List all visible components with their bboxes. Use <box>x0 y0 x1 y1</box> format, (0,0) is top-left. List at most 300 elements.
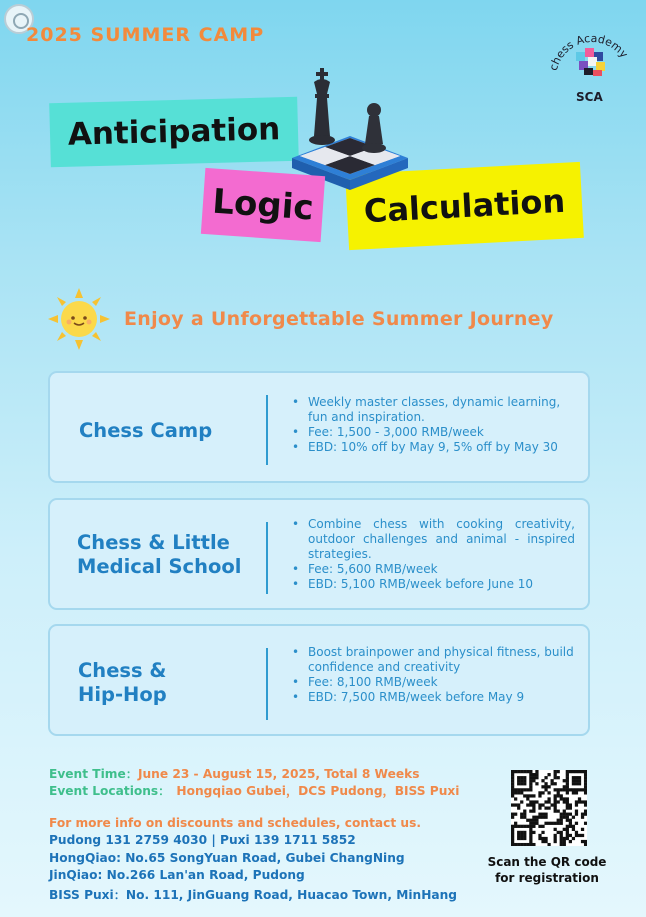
event-locations-label: Event Locations： <box>49 784 171 798</box>
qr-module <box>511 834 514 837</box>
qr-module <box>581 788 584 791</box>
qr-module <box>557 791 560 794</box>
card-bullet-list <box>290 645 575 705</box>
qr-module <box>560 788 563 791</box>
qr-module <box>523 794 526 797</box>
qr-module <box>514 788 517 791</box>
qr-module <box>535 776 538 779</box>
qr-module <box>517 843 520 846</box>
qr-module <box>520 782 523 785</box>
qr-module <box>584 791 587 794</box>
qr-module <box>532 776 535 779</box>
qr-module <box>569 822 572 825</box>
qr-module <box>511 803 514 806</box>
qr-module <box>523 788 526 791</box>
qr-module <box>578 776 581 779</box>
qr-module <box>560 816 563 819</box>
qr-module <box>547 797 550 800</box>
qr-module <box>569 788 572 791</box>
academy-short-name: SCA <box>576 90 603 104</box>
bullet-description: • Weekly master classes, dynamic learning, fun and inspiration. <box>290 395 575 425</box>
qr-module <box>511 788 514 791</box>
qr-module <box>517 825 520 828</box>
qr-module <box>557 810 560 813</box>
qr-module <box>520 837 523 840</box>
qr-module <box>514 813 517 816</box>
qr-module <box>569 803 572 806</box>
qr-module <box>551 803 554 806</box>
qr-module <box>575 822 578 825</box>
qr-module <box>532 831 535 834</box>
bullet-ebd: • EBD: 10% off by May 9, 5% off by May 30 <box>290 440 575 455</box>
qr-module <box>532 806 535 809</box>
qr-module <box>532 819 535 822</box>
qr-module <box>578 779 581 782</box>
qr-module <box>584 776 587 779</box>
qr-module <box>581 813 584 816</box>
qr-module <box>575 782 578 785</box>
qr-module <box>529 803 532 806</box>
sun-icon <box>48 288 110 350</box>
qr-module <box>511 773 514 776</box>
event-locations-value: Hongqiao Gubei，DCS Pudong，BISS Puxi <box>176 784 460 798</box>
qr-module <box>529 788 532 791</box>
qr-module <box>538 837 541 840</box>
qr-module <box>514 825 517 828</box>
qr-module <box>511 785 514 788</box>
qr-module <box>517 831 520 834</box>
qr-module <box>560 797 563 800</box>
qr-module <box>554 840 557 843</box>
qr-module <box>544 816 547 819</box>
qr-module <box>544 776 547 779</box>
qr-module <box>526 825 529 828</box>
qr-module <box>547 773 550 776</box>
qr-module <box>572 779 575 782</box>
qr-module <box>584 773 587 776</box>
qr-module <box>541 779 544 782</box>
qr-module <box>541 785 544 788</box>
qr-module <box>584 785 587 788</box>
qr-module <box>511 816 514 819</box>
qr-module <box>554 806 557 809</box>
qr-module <box>544 785 547 788</box>
qr-module <box>544 837 547 840</box>
qr-module <box>554 788 557 791</box>
qr-module <box>581 828 584 831</box>
qr-module <box>578 788 581 791</box>
qr-module <box>584 822 587 825</box>
qr-module <box>514 791 517 794</box>
qr-module <box>584 770 587 773</box>
qr-module <box>566 803 569 806</box>
card-chess-medical-school <box>48 498 590 610</box>
banner-word-anticipation: Anticipation <box>49 97 299 167</box>
qr-module <box>560 819 563 822</box>
qr-module <box>554 837 557 840</box>
qr-module <box>523 779 526 782</box>
qr-module <box>538 813 541 816</box>
qr-module <box>529 794 532 797</box>
qr-module <box>575 803 578 806</box>
qr-module <box>514 803 517 806</box>
card-title-line: Medical School <box>77 555 242 578</box>
qr-module <box>544 788 547 791</box>
banner-word-calculation: Calculation <box>345 162 584 250</box>
qr-module <box>584 843 587 846</box>
card-divider <box>266 648 268 720</box>
qr-module <box>532 800 535 803</box>
qr-module <box>526 794 529 797</box>
qr-module <box>554 776 557 779</box>
qr-module <box>551 779 554 782</box>
qr-module <box>520 816 523 819</box>
qr-module <box>523 782 526 785</box>
qr-module <box>529 776 532 779</box>
card-divider <box>266 395 268 465</box>
qr-module <box>523 843 526 846</box>
qr-module <box>584 810 587 813</box>
qr-module <box>529 840 532 843</box>
qr-module <box>566 770 569 773</box>
qr-module <box>520 831 523 834</box>
qr-module <box>532 794 535 797</box>
qr-module <box>541 840 544 843</box>
qr-module <box>517 837 520 840</box>
qr-module <box>557 770 560 773</box>
qr-module <box>578 834 581 837</box>
qr-module <box>566 782 569 785</box>
qr-module <box>557 776 560 779</box>
qr-module <box>532 825 535 828</box>
qr-module <box>541 825 544 828</box>
qr-module <box>517 770 520 773</box>
banner-word-logic: Logic <box>201 168 325 242</box>
event-time <box>49 765 419 782</box>
qr-module <box>572 828 575 831</box>
qr-module <box>554 773 557 776</box>
qr-module <box>547 843 550 846</box>
qr-module <box>529 843 532 846</box>
tagline: Enjoy a Unforgettable Summer Journey <box>124 308 554 330</box>
qr-module <box>529 819 532 822</box>
qr-module <box>514 822 517 825</box>
qr-module <box>529 825 532 828</box>
qr-module <box>529 831 532 834</box>
qr-module <box>526 803 529 806</box>
qr-caption-line: Scan the QR code <box>487 855 607 869</box>
qr-module <box>514 797 517 800</box>
qr-code[interactable] <box>511 770 587 846</box>
qr-module <box>575 779 578 782</box>
qr-module <box>563 800 566 803</box>
qr-module <box>511 837 514 840</box>
qr-module <box>584 779 587 782</box>
qr-module <box>566 806 569 809</box>
qr-module <box>532 810 535 813</box>
bullet-fee: • Fee: 1,500 - 3,000 RMB/week <box>290 425 575 440</box>
qr-module <box>584 800 587 803</box>
qr-module <box>529 800 532 803</box>
qr-module <box>541 813 544 816</box>
event-time-value: June 23 - August 15, 2025, Total 8 Weeks <box>137 767 420 781</box>
qr-module <box>535 782 538 785</box>
qr-module <box>541 791 544 794</box>
qr-module <box>572 837 575 840</box>
qr-caption <box>476 854 618 886</box>
qr-module <box>544 813 547 816</box>
qr-module <box>584 782 587 785</box>
qr-module <box>535 773 538 776</box>
qr-module <box>541 831 544 834</box>
qr-module <box>511 794 514 797</box>
card-bullet-list <box>290 395 575 455</box>
qr-module <box>535 770 538 773</box>
qr-module <box>529 837 532 840</box>
qr-module <box>529 828 532 831</box>
bullet-ebd: • EBD: 7,500 RMB/week before May 9 <box>290 690 575 705</box>
qr-module <box>563 816 566 819</box>
qr-module <box>557 831 560 834</box>
qr-module <box>544 822 547 825</box>
qr-module <box>569 834 572 837</box>
qr-module <box>541 816 544 819</box>
qr-module <box>526 843 529 846</box>
qr-module <box>529 785 532 788</box>
qr-module <box>581 770 584 773</box>
qr-module <box>520 788 523 791</box>
qr-module <box>523 813 526 816</box>
qr-module <box>541 837 544 840</box>
qr-module <box>584 840 587 843</box>
qr-module <box>566 797 569 800</box>
qr-module <box>517 779 520 782</box>
camp-title: 2025 SUMMER CAMP <box>26 24 265 46</box>
qr-module <box>554 794 557 797</box>
qr-module <box>517 806 520 809</box>
qr-module <box>538 816 541 819</box>
qr-module <box>557 794 560 797</box>
qr-module <box>566 834 569 837</box>
qr-module <box>554 828 557 831</box>
qr-module <box>569 825 572 828</box>
academy-name-arc: chess Academy <box>546 31 631 73</box>
address-biss-puxi: BISS Puxi：No. 111, JinGuang Road, Huacao Town, MinHang <box>49 888 458 902</box>
qr-module <box>560 837 563 840</box>
card-chess-hip-hop <box>48 624 590 736</box>
qr-module <box>575 813 578 816</box>
qr-module <box>563 840 566 843</box>
bullet-description: • Boost brainpower and physical fitness, build confidence and creativity <box>290 645 575 675</box>
qr-module <box>551 782 554 785</box>
qr-module <box>523 816 526 819</box>
qr-module <box>554 782 557 785</box>
qr-module <box>581 834 584 837</box>
qr-module <box>566 825 569 828</box>
qr-module <box>538 794 541 797</box>
qr-module <box>535 819 538 822</box>
qr-module <box>520 770 523 773</box>
phone-numbers: Pudong 131 2759 4030 | Puxi 139 1711 5852 <box>49 833 356 847</box>
qr-module <box>557 800 560 803</box>
qr-module <box>529 782 532 785</box>
qr-module <box>523 831 526 834</box>
qr-module <box>569 840 572 843</box>
qr-module <box>538 803 541 806</box>
qr-module <box>560 813 563 816</box>
qr-module <box>511 813 514 816</box>
qr-module <box>578 797 581 800</box>
qr-module <box>572 788 575 791</box>
qr-module <box>538 806 541 809</box>
qr-module <box>526 770 529 773</box>
qr-module <box>511 843 514 846</box>
card-title-line: Hip-Hop <box>78 683 167 706</box>
qr-module <box>575 810 578 813</box>
qr-module <box>532 803 535 806</box>
card-title <box>77 531 241 579</box>
qr-module <box>575 788 578 791</box>
qr-module <box>547 806 550 809</box>
qr-module <box>566 791 569 794</box>
qr-module <box>535 822 538 825</box>
qr-module <box>544 840 547 843</box>
qr-module <box>581 800 584 803</box>
qr-module <box>563 813 566 816</box>
qr-module <box>566 800 569 803</box>
qr-module <box>547 791 550 794</box>
card-title-line: Chess & <box>78 659 167 682</box>
qr-module <box>566 779 569 782</box>
qr-module <box>554 834 557 837</box>
qr-module <box>523 837 526 840</box>
qr-module <box>523 834 526 837</box>
bullet-description: • Combine chess with cooking creativity, outdoor challenges and animal - inspired strategies. <box>290 517 575 562</box>
qr-module <box>584 803 587 806</box>
qr-module <box>554 810 557 813</box>
qr-module <box>511 825 514 828</box>
qr-module <box>563 785 566 788</box>
qr-module <box>581 816 584 819</box>
card-title <box>78 659 167 707</box>
qr-module <box>547 800 550 803</box>
qr-module <box>560 831 563 834</box>
qr-module <box>572 776 575 779</box>
qr-module <box>569 770 572 773</box>
qr-module <box>560 843 563 846</box>
qr-module <box>563 797 566 800</box>
qr-module <box>532 779 535 782</box>
qr-module <box>566 816 569 819</box>
qr-module <box>575 834 578 837</box>
qr-module <box>569 819 572 822</box>
qr-module <box>544 806 547 809</box>
qr-module <box>538 791 541 794</box>
qr-module <box>511 782 514 785</box>
qr-module <box>526 797 529 800</box>
qr-module <box>538 834 541 837</box>
more-info-text: For more info on discounts and schedules, contact us. <box>49 816 421 830</box>
qr-module <box>563 837 566 840</box>
qr-module <box>569 806 572 809</box>
qr-module <box>554 797 557 800</box>
qr-module <box>584 788 587 791</box>
qr-module <box>520 834 523 837</box>
qr-module <box>557 822 560 825</box>
qr-module <box>566 773 569 776</box>
qr-module <box>529 770 532 773</box>
qr-module <box>584 813 587 816</box>
qr-module <box>566 819 569 822</box>
qr-module <box>554 822 557 825</box>
qr-module <box>520 791 523 794</box>
qr-module <box>563 843 566 846</box>
qr-module <box>511 791 514 794</box>
qr-module <box>517 788 520 791</box>
qr-module <box>532 822 535 825</box>
qr-module <box>520 843 523 846</box>
qr-module <box>575 791 578 794</box>
qr-module <box>560 840 563 843</box>
qr-module <box>547 822 550 825</box>
event-time-label: Event Time： <box>49 767 138 781</box>
qr-module <box>544 800 547 803</box>
event-locations <box>49 782 459 799</box>
qr-module <box>544 782 547 785</box>
qr-module <box>526 788 529 791</box>
bullet-fee: • Fee: 5,600 RMB/week <box>290 562 575 577</box>
bullet-ebd: • EBD: 5,100 RMB/week before June 10 <box>290 577 575 592</box>
qr-module <box>523 825 526 828</box>
qr-module <box>514 770 517 773</box>
qr-module <box>529 822 532 825</box>
qr-module <box>520 800 523 803</box>
qr-module <box>541 803 544 806</box>
qr-module <box>520 825 523 828</box>
qr-module <box>566 785 569 788</box>
qr-module <box>535 816 538 819</box>
qr-module <box>517 803 520 806</box>
qr-module <box>578 800 581 803</box>
address-jinqiao: JinQiao: No.266 Lan'an Road, Pudong <box>49 868 305 882</box>
academy-logo-graphic <box>546 18 638 98</box>
qr-module <box>575 800 578 803</box>
qr-module <box>578 770 581 773</box>
address-hongqiao: HongQiao: No.65 SongYuan Road, Gubei ChangNing <box>49 851 405 865</box>
qr-module <box>563 788 566 791</box>
qr-module <box>517 834 520 837</box>
qr-module <box>511 776 514 779</box>
qr-module <box>517 791 520 794</box>
qr-module <box>554 770 557 773</box>
qr-module <box>535 800 538 803</box>
qr-module <box>523 810 526 813</box>
qr-module <box>569 813 572 816</box>
qr-module <box>566 813 569 816</box>
qr-module <box>511 770 514 773</box>
qr-module <box>563 810 566 813</box>
qr-module <box>517 782 520 785</box>
qr-module <box>575 770 578 773</box>
qr-module <box>566 828 569 831</box>
qr-module <box>572 816 575 819</box>
qr-module <box>514 843 517 846</box>
card-title-line: Chess & Little <box>77 531 230 554</box>
qr-module <box>511 779 514 782</box>
qr-module <box>563 779 566 782</box>
qr-module <box>554 803 557 806</box>
qr-module <box>563 828 566 831</box>
